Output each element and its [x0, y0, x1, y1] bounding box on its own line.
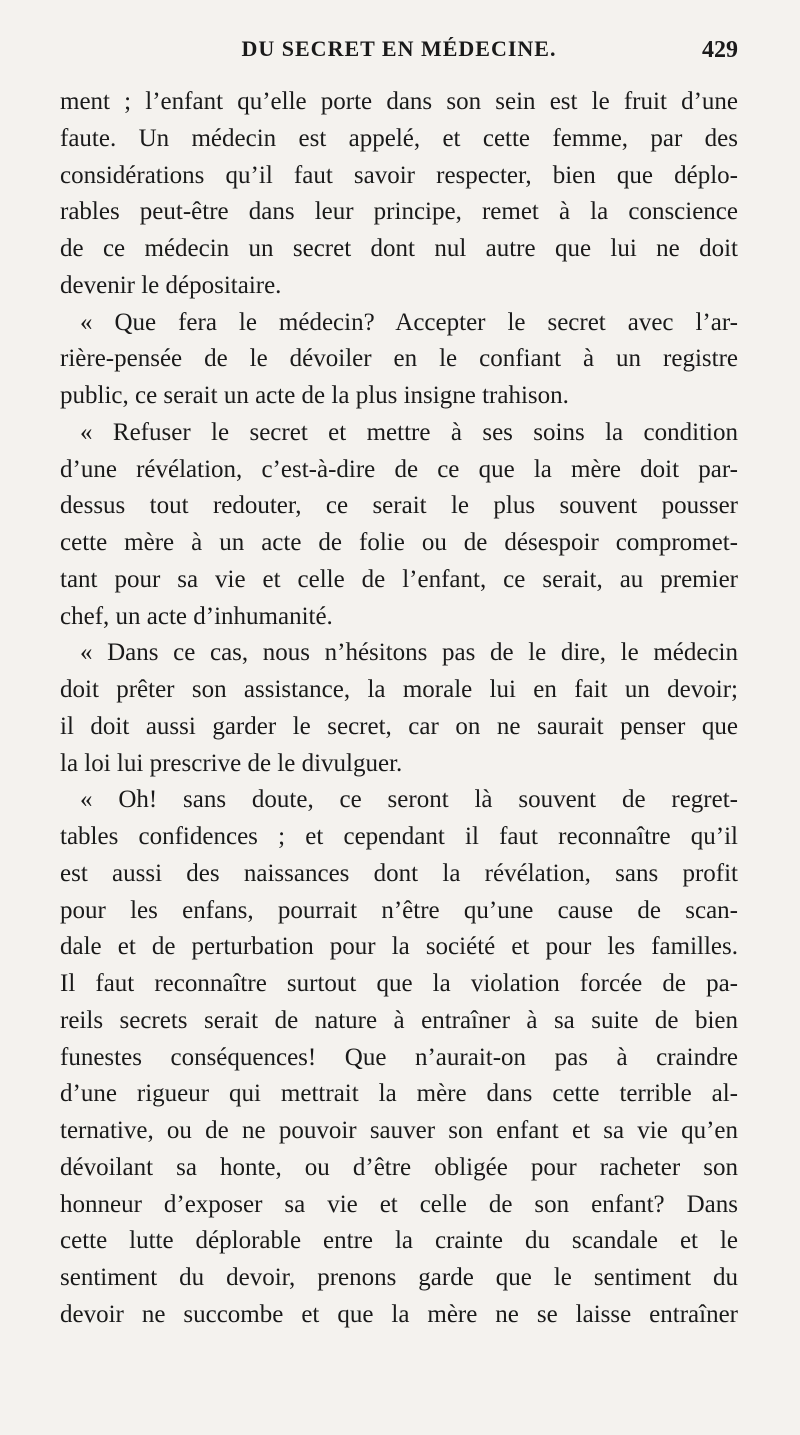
- text-line: de ce médecin un secret dont nul autre que lui ne doit: [60, 235, 738, 262]
- text-line: d’une révélation, c’est-à-dire de ce que la mère doit par-: [60, 455, 738, 483]
- text-line: public, ce serait un acte de la plus insigne trahison.: [60, 382, 569, 409]
- text-line: est aussi des naissances dont la révélation, sans profit: [60, 859, 738, 887]
- text-line: funestes conséquences! Que n’aurait-on pas à craindre: [60, 1043, 738, 1071]
- text-line: considérations qu’il faut savoir respecter, bien que déplo-: [60, 161, 738, 189]
- text-line: reils secrets serait de nature à entraîner à sa suite de bien: [60, 1006, 738, 1034]
- text-line: « Dans ce cas, nous n’hésitons pas de le dire, le médecin: [80, 639, 738, 667]
- text-line: il doit aussi garder le secret, car on ne saurait penser que: [60, 712, 738, 740]
- text-line: cette lutte déplorable entre la crainte du scandale et le: [60, 1227, 738, 1255]
- body-text: [60, 84, 738, 1334]
- text-line: honneur d’exposer sa vie et celle de son enfant? Dans: [60, 1190, 738, 1218]
- text-line: d’une rigueur qui mettrait la mère dans cette terrible al-: [60, 1080, 738, 1108]
- text-line: ment ; l’enfant qu’elle porte dans son sein est le fruit d’une: [60, 88, 738, 115]
- text-line: ternative, ou de ne pouvoir sauver son enfant et sa vie qu’en: [60, 1117, 738, 1144]
- text-line: rables peut-être dans leur principe, remet à la conscience: [60, 198, 738, 226]
- text-line: faute. Un médecin est appelé, et cette femme, par des: [60, 124, 738, 152]
- text-line: la loi lui prescrive de le divulguer.: [60, 749, 403, 777]
- text-line: Il faut reconnaître surtout que la violation forcée de pa-: [60, 970, 738, 997]
- text-line: « Refuser le secret et mettre à ses soins la condition: [80, 418, 738, 446]
- text-line: « Oh! sans doute, ce seront là souvent de regret-: [80, 786, 738, 814]
- text-line: tant pour sa vie et celle de l’enfant, ce serait, au premier: [60, 565, 738, 593]
- text-line: devenir le dépositaire.: [60, 271, 282, 299]
- text-line: cette mère à un acte de folie ou de désespoir compromet-: [60, 529, 738, 556]
- text-line: « Que fera le médecin? Accepter le secret avec l’ar-: [80, 308, 738, 336]
- text-line: doit prêter son assistance, la morale lui en fait un devoir;: [60, 676, 738, 703]
- text-line: dale et de perturbation pour la société et pour les familles.: [60, 933, 738, 961]
- page-header: [60, 36, 738, 76]
- text-line: pour les enfans, pourrait n’être qu’une cause de scan-: [60, 896, 738, 924]
- text-line: rière-pensée de le dévoiler en le confiant à un registre: [60, 345, 738, 373]
- running-title: DU SECRET EN MÉDECINE.: [241, 36, 557, 61]
- text-line: dessus tout redouter, ce serait le plus souvent pousser: [60, 492, 738, 520]
- text-line: sentiment du devoir, prenons garde que le sentiment du: [60, 1264, 738, 1291]
- page-number: 429: [702, 37, 738, 63]
- text-line: chef, un acte d’inhumanité.: [60, 602, 333, 630]
- text-line: tables confidences ; et cependant il faut reconnaître qu’il: [60, 823, 738, 850]
- text-line: devoir ne succombe et que la mère ne se laisse entraîner: [60, 1300, 738, 1328]
- text-line: dévoilant sa honte, ou d’être obligée pour racheter son: [60, 1153, 738, 1181]
